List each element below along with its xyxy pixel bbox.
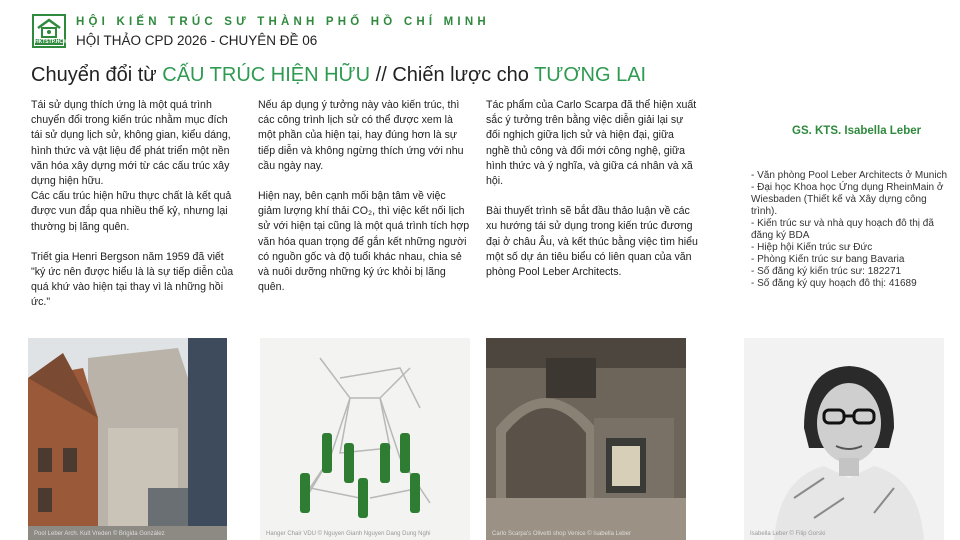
bio-item: - Hiệp hội Kiến trúc sư Đức [751,242,873,253]
text-column-3 [486,98,698,295]
photo-caption: Isabella Leber © Filip Gorski [750,531,826,537]
text-column-1 [31,98,241,326]
bio-item: - Đại học Khoa học Ứng dụng RheinMain ở Wiesbaden (Thiết kế và Xây dựng công trình). [751,182,944,217]
organization-name: HỘI KIẾN TRÚC SƯ THÀNH PHỐ HỒ CHÍ MINH [76,16,490,28]
bio-item: - Số đăng ký kiến trúc sư: 182271 [751,266,902,277]
photo-building-vreden [28,338,227,540]
paragraph: Tái sử dụng thích ứng là một quá trình chuyển đổi trong kiến trúc nhằm mục đích tái sử dụng lịch sử, không gian, kiểu dáng, hình thức và vật liệu để phát triển một nền văn hóa xây dựng mới từ các cấu trúc xây dựng hiện hữu. [31,99,231,188]
title-highlight-1: CẤU TRÚC HIỆN HỮU [162,64,371,86]
page-title [31,64,646,87]
paragraph: Triết gia Henri Bergson năm 1959 đã viết "ký ức nên được hiểu là là sự tiếp diễn của quá khứ vào hiện tại thay vì là những hồi ức." [31,250,234,309]
photo-caption: Carlo Scarpa's Olivetti shop Venice © Isabella Leber [492,531,631,537]
photo-caption: Pool Leber Arch. Kult Vreden © Brigida González [34,531,165,537]
speaker-name: GS. KTS. Isabella Leber [792,125,922,137]
logo-text: HKTSTP.HCM [35,39,68,45]
paragraph: Hiện nay, bên cạnh mối bận tâm về việc giảm lượng khí thải CO₂, thì việc kết nối lịch sử với hiện tại cũng là một quá trình tích hợp văn hóa quan trọng để gắn kết những người có nguồn gốc và độ tuổi khác nhau, chia sẻ và nuôi dưỡng những ký ức khỏi bị lãng quên. [258,190,470,294]
bio-item: - Văn phòng Pool Leber Architects ở Munich [751,170,948,181]
title-highlight-2: TƯƠNG LAI [534,64,647,86]
title-part-1: Chuyển đổi từ [31,64,163,86]
bio-item: - Số đăng ký quy hoạch đô thị: 41689 [751,278,917,289]
speaker-bio [751,170,951,290]
photo-olivetti-shop [486,338,686,540]
bio-item: - Phòng Kiến trúc sư bang Bavaria [751,254,905,265]
association-logo [32,14,66,48]
house-icon [36,18,62,38]
text-column-2 [258,98,470,310]
paragraph: Bài thuyết trình sẽ bắt đầu thảo luận về các xu hướng tái sử dụng trong kiến trúc đương đại ở châu Âu, và kết thúc bằng việc tìm hiểu một số dự án tiêu biểu có liên quan của văn phòng Pool Leber Architects. [486,205,698,279]
event-subtitle: HỘI THẢO CPD 2026 - CHUYÊN ĐỀ 06 [76,33,318,48]
title-part-2: // Chiến lược cho [370,64,535,86]
bio-item: - Kiến trúc sư và nhà quy hoạch đô thị đã đăng ký BDA [751,218,934,241]
paragraph: Nếu áp dụng ý tưởng này vào kiến trúc, thì các công trình lịch sử có thể được xem là một phần của hiện tại, hay đúng hơn là sự tiếp diễn và không ngừng thích ứng với nhu cầu ngày nay. [258,99,464,172]
paragraph: Các cấu trúc hiện hữu thực chất là kết quả được vun đắp qua nhiều thế kỷ, nhưng lại thường bị lãng quên. [31,190,232,233]
photo-speaker-portrait [744,338,944,540]
photo-hanger-chair [260,338,470,540]
paragraph: Tác phẩm của Carlo Scarpa đã thể hiện xuất sắc ý tưởng trên bằng việc diễn giải lại sự đối nghịch giữa lịch sử và hiện đại, giữa nghề thủ công và đổi mới công nghệ, giữa hình thức và ý nghĩa, và giữa cá nhân và xã hội. [486,99,697,188]
photo-caption: Hanger Chair VDU © Nguyen Gianh Nguyen Dang Dung Nghi [266,531,431,537]
